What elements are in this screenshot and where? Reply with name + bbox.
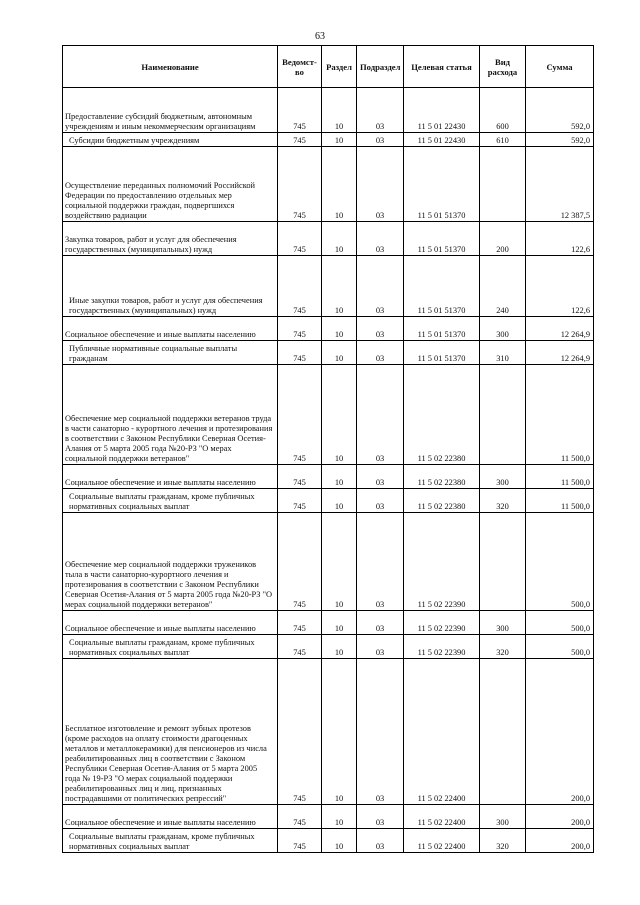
page-number: 63 [315, 31, 325, 42]
cell-type: 300 [480, 611, 526, 635]
cell-type: 300 [480, 465, 526, 489]
cell-name: Закупка товаров, работ и услуг для обеспечения государственных (муниципальных) нужд [63, 222, 278, 256]
table-row [63, 341, 594, 365]
table-row [63, 659, 594, 805]
cell-name: Социальное обеспечение и иные выплаты населению [63, 805, 278, 829]
cell-subsection: 03 [357, 635, 404, 659]
cell-subsection: 03 [357, 611, 404, 635]
cell-type: 200 [480, 222, 526, 256]
cell-subsection: 03 [357, 465, 404, 489]
table-row [63, 489, 594, 513]
cell-sum: 200,0 [526, 805, 594, 829]
cell-name: Социальные выплаты гражданам, кроме публичных нормативных социальных выплат [63, 489, 278, 513]
cell-sum: 122,6 [526, 222, 594, 256]
cell-sum: 122,6 [526, 256, 594, 317]
cell-type: 600 [480, 88, 526, 133]
cell-type [480, 147, 526, 222]
cell-dept: 745 [278, 465, 322, 489]
cell-target: 11 5 02 22400 [404, 829, 480, 853]
header-target: Целевая статья [404, 46, 480, 88]
cell-target: 11 5 01 51370 [404, 341, 480, 365]
cell-subsection: 03 [357, 147, 404, 222]
table-row [63, 611, 594, 635]
cell-sum: 11 500,0 [526, 365, 594, 465]
cell-dept: 745 [278, 256, 322, 317]
cell-name: Иные закупки товаров, работ и услуг для обеспечения государственных (муниципальных) нужд [63, 256, 278, 317]
cell-sum: 12 264,9 [526, 317, 594, 341]
cell-type [480, 513, 526, 611]
table-row [63, 222, 594, 256]
cell-sum: 200,0 [526, 829, 594, 853]
cell-type: 610 [480, 133, 526, 147]
cell-section: 10 [322, 256, 357, 317]
table-row [63, 829, 594, 853]
cell-section: 10 [322, 133, 357, 147]
cell-type [480, 659, 526, 805]
table-header-row [63, 46, 594, 88]
cell-dept: 745 [278, 88, 322, 133]
table-row [63, 147, 594, 222]
header-type: Вид расхода [480, 46, 526, 88]
header-dept: Ведомст-во [278, 46, 322, 88]
cell-subsection: 03 [357, 659, 404, 805]
cell-subsection: 03 [357, 513, 404, 611]
cell-section: 10 [322, 513, 357, 611]
cell-type [480, 365, 526, 465]
cell-name: Обеспечение мер социальной поддержки ветеранов труда в части санаторно - курортного лечения и протезирования в соответствии с Законом Республики Северная Осетия-Алания от 5 марта 2005 года №20-РЗ "О мерах социальной поддержки ветеранов" [63, 365, 278, 465]
cell-dept: 745 [278, 133, 322, 147]
table-row [63, 635, 594, 659]
cell-dept: 745 [278, 829, 322, 853]
cell-target: 11 5 02 22390 [404, 611, 480, 635]
cell-type: 300 [480, 805, 526, 829]
cell-sum: 12 264,9 [526, 341, 594, 365]
cell-type: 320 [480, 489, 526, 513]
cell-section: 10 [322, 635, 357, 659]
cell-target: 11 5 01 51370 [404, 222, 480, 256]
cell-type: 240 [480, 256, 526, 317]
cell-subsection: 03 [357, 256, 404, 317]
cell-section: 10 [322, 88, 357, 133]
cell-name: Публичные нормативные социальные выплаты гражданам [63, 341, 278, 365]
cell-subsection: 03 [357, 805, 404, 829]
cell-sum: 500,0 [526, 513, 594, 611]
cell-target: 11 5 01 51370 [404, 317, 480, 341]
cell-dept: 745 [278, 341, 322, 365]
cell-name: Социальное обеспечение и иные выплаты населению [63, 317, 278, 341]
cell-target: 11 5 02 22390 [404, 635, 480, 659]
cell-section: 10 [322, 489, 357, 513]
cell-name: Социальные выплаты гражданам, кроме публичных нормативных социальных выплат [63, 829, 278, 853]
header-sum: Сумма [526, 46, 594, 88]
cell-dept: 745 [278, 222, 322, 256]
table-row [63, 805, 594, 829]
header-section: Раздел [322, 46, 357, 88]
table-row [63, 465, 594, 489]
cell-target: 11 5 02 22400 [404, 805, 480, 829]
cell-target: 11 5 01 22430 [404, 133, 480, 147]
cell-dept: 745 [278, 611, 322, 635]
cell-sum: 592,0 [526, 133, 594, 147]
cell-sum: 11 500,0 [526, 489, 594, 513]
cell-target: 11 5 02 22380 [404, 465, 480, 489]
cell-section: 10 [322, 147, 357, 222]
cell-subsection: 03 [357, 829, 404, 853]
cell-section: 10 [322, 222, 357, 256]
cell-subsection: 03 [357, 133, 404, 147]
header-subsection: Подраздел [357, 46, 404, 88]
cell-sum: 200,0 [526, 659, 594, 805]
cell-name: Субсидии бюджетным учреждениям [63, 133, 278, 147]
cell-section: 10 [322, 341, 357, 365]
cell-section: 10 [322, 317, 357, 341]
cell-name: Социальное обеспечение и иные выплаты населению [63, 611, 278, 635]
cell-sum: 500,0 [526, 611, 594, 635]
cell-target: 11 5 02 22400 [404, 659, 480, 805]
table-row [63, 133, 594, 147]
cell-sum: 592,0 [526, 88, 594, 133]
cell-subsection: 03 [357, 489, 404, 513]
header-name: Наименование [63, 46, 278, 88]
cell-dept: 745 [278, 365, 322, 465]
cell-subsection: 03 [357, 365, 404, 465]
cell-target: 11 5 02 22380 [404, 489, 480, 513]
cell-section: 10 [322, 465, 357, 489]
cell-subsection: 03 [357, 222, 404, 256]
cell-subsection: 03 [357, 88, 404, 133]
cell-name: Бесплатное изготовление и ремонт зубных протезов (кроме расходов на оплату стоимости драгоценных металлов и металлокерамики) для пенсионеров из числа реабилитированных лиц в соответствии с Законом Республики Северная Осетия-Алания от 5 марта 2005 года № 19-РЗ "О мерах социальной поддержки реабилитированных лиц и лиц, признанных пострадавшими от политических репрессий" [63, 659, 278, 805]
cell-dept: 745 [278, 489, 322, 513]
cell-sum: 12 387,5 [526, 147, 594, 222]
cell-target: 11 5 01 51370 [404, 147, 480, 222]
table-row [63, 513, 594, 611]
cell-section: 10 [322, 611, 357, 635]
cell-dept: 745 [278, 805, 322, 829]
table-row [63, 317, 594, 341]
cell-target: 11 5 02 22390 [404, 513, 480, 611]
cell-section: 10 [322, 805, 357, 829]
cell-dept: 745 [278, 659, 322, 805]
cell-section: 10 [322, 829, 357, 853]
table-row [63, 256, 594, 317]
cell-name: Предоставление субсидий бюджетным, автономным учреждениям и иным некоммерческим организациям [63, 88, 278, 133]
cell-sum: 500,0 [526, 635, 594, 659]
budget-table [62, 45, 594, 853]
cell-dept: 745 [278, 147, 322, 222]
table-row [63, 88, 594, 133]
cell-name: Осуществление переданных полномочий Российской Федерации по предоставлению отдельных мер социальной поддержки граждан, подвергшихся воздействию радиации [63, 147, 278, 222]
cell-target: 11 5 01 51370 [404, 256, 480, 317]
cell-target: 11 5 02 22380 [404, 365, 480, 465]
cell-target: 11 5 01 22430 [404, 88, 480, 133]
cell-subsection: 03 [357, 341, 404, 365]
cell-name: Социальные выплаты гражданам, кроме публичных нормативных социальных выплат [63, 635, 278, 659]
cell-type: 300 [480, 317, 526, 341]
table-row [63, 365, 594, 465]
cell-subsection: 03 [357, 317, 404, 341]
cell-section: 10 [322, 659, 357, 805]
cell-dept: 745 [278, 513, 322, 611]
cell-type: 320 [480, 829, 526, 853]
cell-dept: 745 [278, 635, 322, 659]
cell-name: Обеспечение мер социальной поддержки тружеников тыла в части санаторно-курортного лечения и протезирования в соответствии с Законом Республики Северная Осетия-Алания от 5 марта 2005 года №20-РЗ "О мерах социальной поддержки ветеранов" [63, 513, 278, 611]
cell-dept: 745 [278, 317, 322, 341]
cell-type: 310 [480, 341, 526, 365]
cell-section: 10 [322, 365, 357, 465]
cell-sum: 11 500,0 [526, 465, 594, 489]
cell-name: Социальное обеспечение и иные выплаты населению [63, 465, 278, 489]
cell-type: 320 [480, 635, 526, 659]
